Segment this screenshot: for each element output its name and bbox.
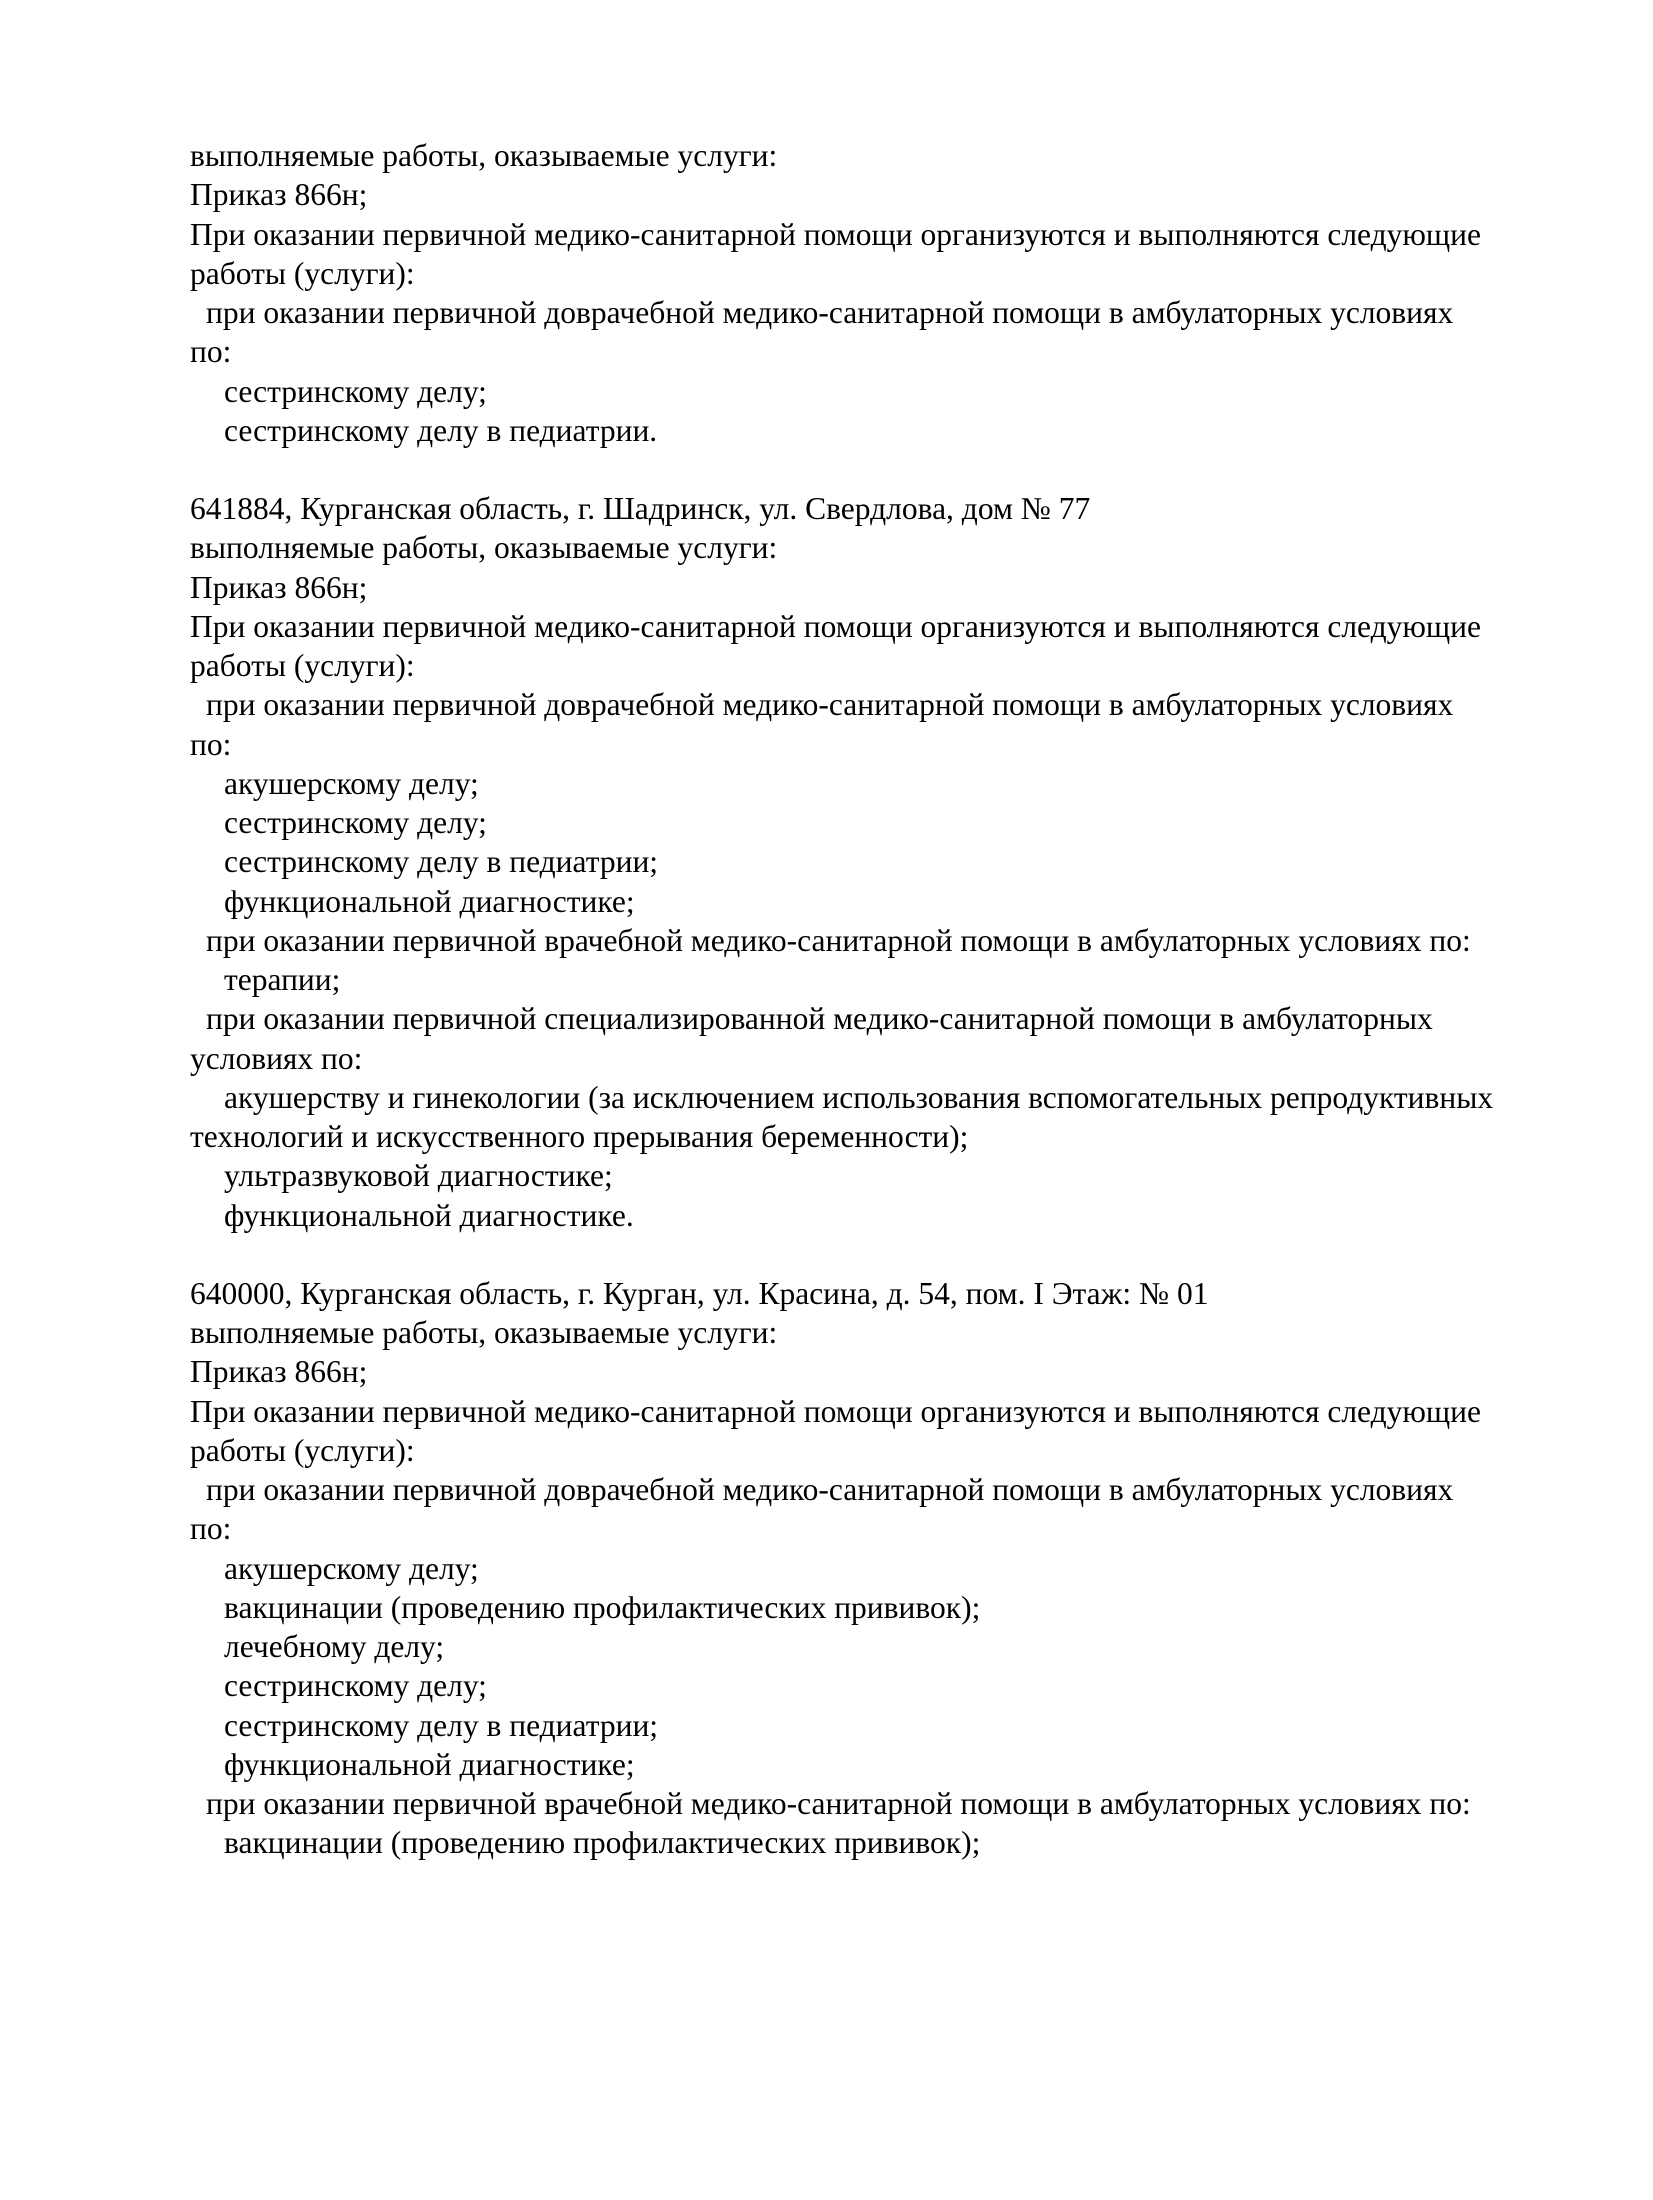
service-item: терапии; bbox=[224, 962, 341, 997]
service-item: сестринскому делу в педиатрии; bbox=[224, 844, 659, 880]
text-line: по: bbox=[190, 334, 232, 370]
text-line: Приказ 866н; bbox=[190, 177, 368, 213]
text-line: условиях по: bbox=[190, 1040, 363, 1076]
service-item: сестринскому делу в педиатрии; bbox=[224, 1707, 659, 1743]
service-item: сестринскому делу; bbox=[224, 1668, 487, 1704]
care-type-line: при оказании первичной врачебной медико-санитарной помощи в амбулаторных условиях по: bbox=[206, 1786, 1471, 1821]
text-line: работы (услуги): bbox=[190, 1432, 415, 1468]
care-type-line: при оказании первичной доврачебной медико-санитарной помощи в амбулаторных условиях bbox=[206, 1472, 1454, 1507]
address-block bbox=[190, 136, 1565, 450]
service-item: сестринскому делу в педиатрии. bbox=[224, 412, 658, 448]
text-line: выполняемые работы, оказываемые услуги: bbox=[190, 138, 778, 173]
care-type-line: при оказании первичной доврачебной медико-санитарной помощи в амбулаторных условиях bbox=[206, 295, 1454, 330]
service-item: акушерству и гинекологии (за исключением использования вспомогательных репродуктивных bbox=[224, 1079, 1494, 1115]
text-line: выполняемые работы, оказываемые услуги: bbox=[190, 1315, 778, 1350]
service-item: сестринскому делу; bbox=[224, 373, 487, 409]
care-type-line: при оказании первичной врачебной медико-санитарной помощи в амбулаторных условиях по: bbox=[206, 922, 1471, 958]
text-line: по: bbox=[190, 726, 232, 762]
care-type-line: при оказании первичной специализированной медико-санитарной помощи в амбулаторных bbox=[206, 1001, 1433, 1037]
text-line: При оказании первичной медико-санитарной помощи организуются и выполняются следующие bbox=[190, 608, 1482, 644]
document-body bbox=[190, 136, 1565, 1902]
text-line: технологий и искусственного прерывания беременности); bbox=[190, 1119, 969, 1154]
service-item: сестринскому делу; bbox=[224, 805, 487, 840]
service-item: акушерскому делу; bbox=[224, 765, 479, 801]
address-block bbox=[190, 1274, 1565, 1863]
address-block bbox=[190, 489, 1565, 1235]
service-item: функциональной диагностике; bbox=[224, 1746, 635, 1782]
address-line: 641884, Курганская область, г. Шадринск, ул. Свердлова, дом № 77 bbox=[190, 491, 1091, 526]
service-item: вакцинации (проведению профилактических прививок); bbox=[224, 1825, 981, 1861]
service-item: вакцинации (проведению профилактических прививок); bbox=[224, 1589, 981, 1625]
address-line: 640000, Курганская область, г. Курган, ул. Красина, д. 54, пом. I Этаж: № 01 bbox=[190, 1275, 1209, 1311]
text-line: Приказ 866н; bbox=[190, 569, 368, 605]
text-line: работы (услуги): bbox=[190, 255, 415, 291]
service-item: функциональной диагностике. bbox=[224, 1197, 634, 1233]
service-item: лечебному делу; bbox=[224, 1629, 445, 1664]
text-line: по: bbox=[190, 1511, 232, 1547]
text-line: При оказании первичной медико-санитарной помощи организуются и выполняются следующие bbox=[190, 1393, 1482, 1429]
service-item: ультразвуковой диагностике; bbox=[224, 1158, 613, 1194]
text-line: При оказании первичной медико-санитарной помощи организуются и выполняются следующие bbox=[190, 216, 1482, 252]
text-line: работы (услуги): bbox=[190, 648, 415, 683]
text-line: Приказ 866н; bbox=[190, 1354, 368, 1390]
service-item: функциональной диагностике; bbox=[224, 883, 635, 919]
text-line: выполняемые работы, оказываемые услуги: bbox=[190, 530, 778, 566]
care-type-line: при оказании первичной доврачебной медико-санитарной помощи в амбулаторных условиях bbox=[206, 687, 1454, 723]
service-item: акушерскому делу; bbox=[224, 1550, 479, 1586]
